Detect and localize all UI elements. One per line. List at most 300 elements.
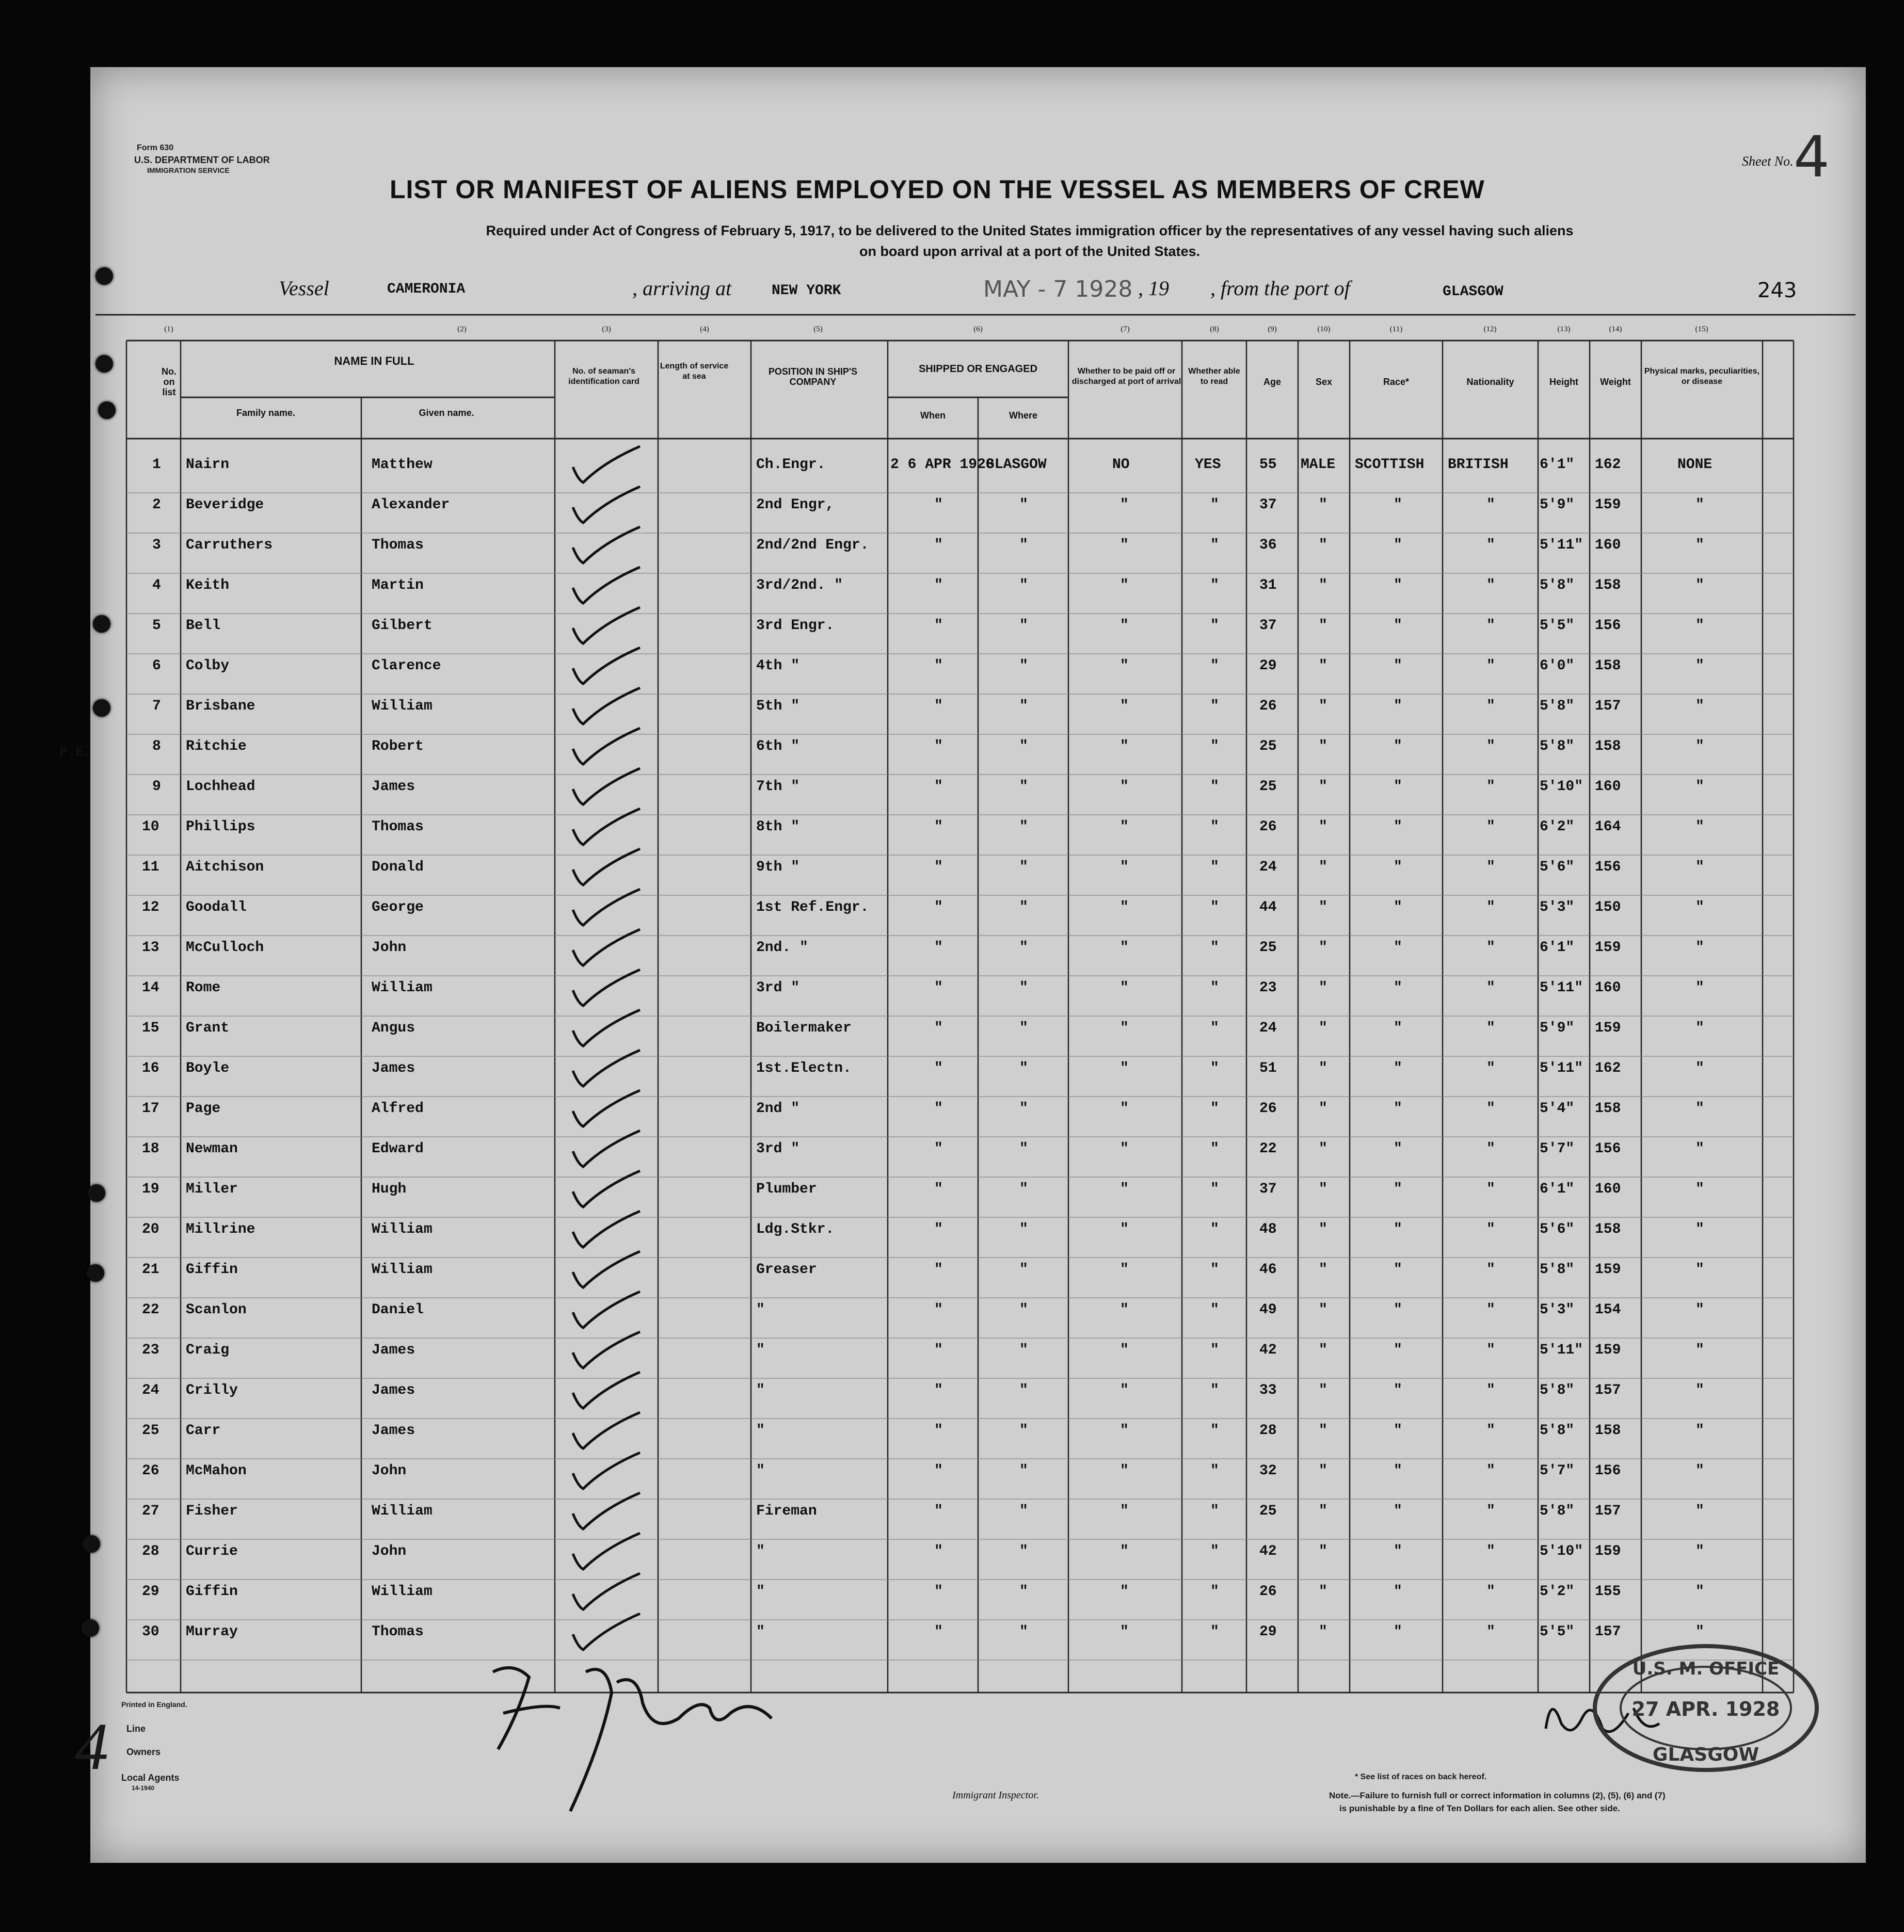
check-mark-icon bbox=[568, 967, 645, 1013]
position: 2nd " bbox=[756, 1101, 800, 1117]
row-number: 19 bbox=[142, 1181, 159, 1197]
col-age-header: Age bbox=[1263, 377, 1281, 387]
form-code: 14-1940 bbox=[132, 1784, 155, 1792]
physical-marks: " bbox=[1695, 1181, 1704, 1197]
age: 44 bbox=[1259, 899, 1277, 915]
weight: 155 bbox=[1595, 1584, 1621, 1600]
row-number: 12 bbox=[142, 899, 159, 915]
shipped-where: " bbox=[1019, 1584, 1028, 1600]
from-label: , from the port of bbox=[1210, 277, 1350, 300]
physical-marks: " bbox=[1695, 1060, 1704, 1076]
form-subtitle-2: on board upon arrival at a port of the United States. bbox=[859, 244, 1201, 259]
row-number: 22 bbox=[142, 1302, 159, 1318]
given-name: James bbox=[372, 1060, 415, 1076]
shipped-when: " bbox=[934, 1423, 943, 1439]
check-mark-icon bbox=[568, 1531, 645, 1577]
given-name: William bbox=[372, 1584, 433, 1600]
col-name-header: NAME IN FULL bbox=[334, 355, 414, 367]
race: " bbox=[1394, 1262, 1402, 1278]
given-name: Robert bbox=[372, 738, 424, 754]
shipped-where: " bbox=[1019, 899, 1028, 915]
check-mark-icon bbox=[568, 1289, 645, 1335]
nationality: " bbox=[1486, 819, 1495, 835]
position: Greaser bbox=[756, 1262, 817, 1278]
family-name: Colby bbox=[186, 658, 230, 674]
handwritten-page: 4 bbox=[75, 1710, 108, 1784]
given-name: James bbox=[372, 1423, 415, 1439]
paid-off: " bbox=[1120, 1543, 1129, 1559]
age: 25 bbox=[1259, 1503, 1277, 1519]
weight: 159 bbox=[1595, 1020, 1621, 1036]
age: 26 bbox=[1259, 698, 1277, 714]
row-number: 3 bbox=[152, 537, 161, 553]
given-name: John bbox=[372, 1463, 407, 1479]
able-to-read: YES bbox=[1195, 457, 1221, 473]
physical-marks: " bbox=[1695, 819, 1704, 835]
paid-off: " bbox=[1120, 1262, 1129, 1278]
shipped-when: " bbox=[934, 1503, 943, 1519]
shipped-where: " bbox=[1019, 1020, 1028, 1036]
check-mark-icon bbox=[568, 1209, 645, 1255]
weight: 162 bbox=[1595, 457, 1621, 473]
position: Ldg.Stkr. bbox=[756, 1221, 835, 1237]
paid-off: " bbox=[1120, 1141, 1129, 1157]
race: SCOTTISH bbox=[1355, 457, 1425, 473]
family-name: Lochhead bbox=[186, 779, 255, 795]
given-name: Clarence bbox=[372, 658, 441, 674]
form-subtitle-1: Required under Act of Congress of February 5, 1917, to be delivered to the United States immigration officer by the representatives of any vessel having such aliens bbox=[486, 223, 1574, 238]
weight: 157 bbox=[1595, 1624, 1621, 1640]
age: 29 bbox=[1259, 658, 1277, 674]
year-label: , 19 bbox=[1138, 277, 1169, 300]
col-family-header: Family name. bbox=[236, 408, 296, 418]
shipped-where: " bbox=[1019, 1262, 1028, 1278]
race: " bbox=[1394, 698, 1402, 714]
position: 6th " bbox=[756, 738, 800, 754]
row-number: 4 bbox=[152, 577, 161, 593]
nationality: " bbox=[1486, 1624, 1495, 1640]
family-name: Goodall bbox=[186, 899, 247, 915]
nationality: " bbox=[1486, 1503, 1495, 1519]
family-name: Miller bbox=[186, 1181, 238, 1197]
shipped-when: " bbox=[934, 1342, 943, 1358]
column-number: (1) bbox=[164, 325, 173, 333]
given-name: John bbox=[372, 1543, 407, 1559]
position: 7th " bbox=[756, 779, 800, 795]
physical-marks: " bbox=[1695, 658, 1704, 674]
sex: " bbox=[1319, 1302, 1327, 1318]
page-number: 243 bbox=[1757, 279, 1797, 302]
race: " bbox=[1394, 899, 1402, 915]
binder-hole bbox=[88, 1184, 105, 1202]
age: 37 bbox=[1259, 1181, 1277, 1197]
physical-marks: " bbox=[1695, 1141, 1704, 1157]
weight: 158 bbox=[1595, 1101, 1621, 1117]
weight: 158 bbox=[1595, 1423, 1621, 1439]
sex: " bbox=[1319, 779, 1327, 795]
column-number: (6) bbox=[973, 325, 983, 333]
paid-off: " bbox=[1120, 1181, 1129, 1197]
family-name: Beveridge bbox=[186, 497, 264, 513]
given-name: James bbox=[372, 1342, 415, 1358]
master-signature bbox=[483, 1641, 792, 1816]
physical-marks: NONE bbox=[1677, 457, 1713, 473]
column-number: (3) bbox=[602, 325, 611, 333]
given-name: William bbox=[372, 698, 433, 714]
family-name: Giffin bbox=[186, 1262, 238, 1278]
family-name: McMahon bbox=[186, 1463, 247, 1479]
check-mark-icon bbox=[568, 1450, 645, 1496]
fine-note-2: is punishable by a fine of Ten Dollars for each alien. See other side. bbox=[1339, 1804, 1620, 1813]
height: 5'9" bbox=[1540, 497, 1575, 513]
col-nationality-header: Nationality bbox=[1466, 377, 1514, 387]
shipped-when: " bbox=[934, 819, 943, 835]
height: 6'1" bbox=[1540, 1181, 1575, 1197]
shipped-where: GLASGOW bbox=[986, 457, 1047, 473]
arrival-date-stamp: MAY - 7 1928 bbox=[983, 276, 1133, 302]
paid-off: " bbox=[1120, 1302, 1129, 1318]
shipped-when: " bbox=[934, 1302, 943, 1318]
paid-off: " bbox=[1120, 537, 1129, 553]
age: 23 bbox=[1259, 980, 1277, 996]
height: 5'11" bbox=[1540, 1342, 1583, 1358]
sex: " bbox=[1319, 1624, 1327, 1640]
age: 31 bbox=[1259, 577, 1277, 593]
sex: " bbox=[1319, 819, 1327, 835]
check-mark-icon bbox=[568, 685, 645, 732]
nationality: " bbox=[1486, 1302, 1495, 1318]
shipped-where: " bbox=[1019, 738, 1028, 754]
col-position-header: POSITION IN SHIP'S COMPANY bbox=[768, 366, 858, 387]
family-name: Giffin bbox=[186, 1584, 238, 1600]
shipped-where: " bbox=[1019, 819, 1028, 835]
race: " bbox=[1394, 779, 1402, 795]
column-number: (14) bbox=[1609, 325, 1622, 333]
age: 49 bbox=[1259, 1302, 1277, 1318]
race: " bbox=[1394, 658, 1402, 674]
check-mark-icon bbox=[568, 806, 645, 852]
shipped-when: 2 6 APR 1928 bbox=[890, 457, 995, 473]
position: 3rd " bbox=[756, 980, 800, 996]
nationality: " bbox=[1486, 1543, 1495, 1559]
shipped-when: " bbox=[934, 658, 943, 674]
physical-marks: " bbox=[1695, 1020, 1704, 1036]
position: " bbox=[756, 1624, 765, 1640]
shipped-where: " bbox=[1019, 1382, 1028, 1398]
sex: " bbox=[1319, 618, 1327, 634]
shipped-when: " bbox=[934, 1101, 943, 1117]
position: 2nd Engr, bbox=[756, 497, 835, 513]
weight: 159 bbox=[1595, 1543, 1621, 1559]
race: " bbox=[1394, 1342, 1402, 1358]
shipped-when: " bbox=[934, 698, 943, 714]
height: 5'10" bbox=[1540, 1543, 1583, 1559]
height: 5'8" bbox=[1540, 1423, 1575, 1439]
race: " bbox=[1394, 1060, 1402, 1076]
position: 1st.Electn. bbox=[756, 1060, 852, 1076]
age: 51 bbox=[1259, 1060, 1277, 1076]
height: 5'4" bbox=[1540, 1101, 1575, 1117]
shipped-where: " bbox=[1019, 1101, 1028, 1117]
able-to-read: " bbox=[1210, 1382, 1219, 1398]
stamp-line-3: GLASGOW bbox=[1652, 1744, 1759, 1765]
given-name: Gilbert bbox=[372, 618, 433, 634]
weight: 158 bbox=[1595, 738, 1621, 754]
inspector-label: Immigrant Inspector. bbox=[952, 1790, 1039, 1801]
paid-off: " bbox=[1120, 1463, 1129, 1479]
height: 5'5" bbox=[1540, 618, 1575, 634]
row-number: 11 bbox=[142, 859, 159, 875]
position: Ch.Engr. bbox=[756, 457, 826, 473]
row-number: 18 bbox=[142, 1141, 159, 1157]
physical-marks: " bbox=[1695, 1543, 1704, 1559]
row-number: 15 bbox=[142, 1020, 159, 1036]
family-name: Scanlon bbox=[186, 1302, 247, 1318]
sex: " bbox=[1319, 738, 1327, 754]
shipped-where: " bbox=[1019, 497, 1028, 513]
row-number: 21 bbox=[142, 1262, 159, 1278]
nationality: " bbox=[1486, 537, 1495, 553]
paid-off: " bbox=[1120, 1060, 1129, 1076]
given-name: Thomas bbox=[372, 537, 424, 553]
physical-marks: " bbox=[1695, 577, 1704, 593]
family-name: Phillips bbox=[186, 819, 255, 835]
shipped-where: " bbox=[1019, 1423, 1028, 1439]
shipped-where: " bbox=[1019, 940, 1028, 956]
position: 3rd " bbox=[756, 1141, 800, 1157]
nationality: " bbox=[1486, 1342, 1495, 1358]
race: " bbox=[1394, 980, 1402, 996]
height: 5'11" bbox=[1540, 537, 1583, 553]
physical-marks: " bbox=[1695, 537, 1704, 553]
able-to-read: " bbox=[1210, 497, 1219, 513]
able-to-read: " bbox=[1210, 859, 1219, 875]
position: 4th " bbox=[756, 658, 800, 674]
family-name: Nairn bbox=[186, 457, 230, 473]
height: 6'0" bbox=[1540, 658, 1575, 674]
physical-marks: " bbox=[1695, 618, 1704, 634]
family-name: Crilly bbox=[186, 1382, 238, 1398]
race: " bbox=[1394, 940, 1402, 956]
shipped-when: " bbox=[934, 1020, 943, 1036]
given-name: James bbox=[372, 1382, 415, 1398]
age: 26 bbox=[1259, 1584, 1277, 1600]
nationality: " bbox=[1486, 940, 1495, 956]
form-number: Form 630 bbox=[137, 143, 174, 152]
family-name: Newman bbox=[186, 1141, 238, 1157]
check-mark-icon bbox=[568, 846, 645, 893]
col-no-header: No. on list bbox=[162, 366, 177, 397]
able-to-read: " bbox=[1210, 698, 1219, 714]
height: 5'8" bbox=[1540, 577, 1575, 593]
able-to-read: " bbox=[1210, 1020, 1219, 1036]
able-to-read: " bbox=[1210, 1423, 1219, 1439]
family-name: Boyle bbox=[186, 1060, 230, 1076]
weight: 160 bbox=[1595, 779, 1621, 795]
given-name: Edward bbox=[372, 1141, 424, 1157]
shipped-when: " bbox=[934, 1584, 943, 1600]
race: " bbox=[1394, 859, 1402, 875]
arrival-port: NEW YORK bbox=[772, 283, 841, 299]
check-mark-icon bbox=[568, 605, 645, 651]
sex: " bbox=[1319, 1463, 1327, 1479]
height: 5'3" bbox=[1540, 899, 1575, 915]
paid-off: " bbox=[1120, 738, 1129, 754]
check-mark-icon bbox=[568, 1410, 645, 1456]
weight: 160 bbox=[1595, 1181, 1621, 1197]
shipped-where: " bbox=[1019, 618, 1028, 634]
binder-hole bbox=[83, 1535, 100, 1553]
shipped-where: " bbox=[1019, 537, 1028, 553]
weight: 157 bbox=[1595, 1503, 1621, 1519]
nationality: " bbox=[1486, 618, 1495, 634]
age: 33 bbox=[1259, 1382, 1277, 1398]
family-name: McCulloch bbox=[186, 940, 264, 956]
sex: " bbox=[1319, 1181, 1327, 1197]
given-name: John bbox=[372, 940, 407, 956]
weight: 160 bbox=[1595, 537, 1621, 553]
able-to-read: " bbox=[1210, 1584, 1219, 1600]
physical-marks: " bbox=[1695, 1342, 1704, 1358]
position: 2nd/2nd Engr. bbox=[756, 537, 869, 553]
check-mark-icon bbox=[568, 1571, 645, 1617]
paid-off: " bbox=[1120, 1382, 1129, 1398]
shipped-where: " bbox=[1019, 1181, 1028, 1197]
nationality: " bbox=[1486, 497, 1495, 513]
family-name: Carruthers bbox=[186, 537, 273, 553]
sex: " bbox=[1319, 1503, 1327, 1519]
able-to-read: " bbox=[1210, 1302, 1219, 1318]
sex: " bbox=[1319, 497, 1327, 513]
sex: MALE bbox=[1301, 457, 1336, 473]
column-number: (12) bbox=[1483, 325, 1497, 333]
row-number: 25 bbox=[142, 1423, 159, 1439]
physical-marks: " bbox=[1695, 1463, 1704, 1479]
shipped-where: " bbox=[1019, 1503, 1028, 1519]
weight: 156 bbox=[1595, 1141, 1621, 1157]
race: " bbox=[1394, 819, 1402, 835]
race: " bbox=[1394, 1181, 1402, 1197]
shipped-where: " bbox=[1019, 658, 1028, 674]
check-mark-icon bbox=[568, 1048, 645, 1094]
row-number: 26 bbox=[142, 1463, 159, 1479]
check-mark-icon bbox=[568, 565, 645, 611]
sex: " bbox=[1319, 698, 1327, 714]
check-mark-icon bbox=[568, 726, 645, 772]
shipped-where: " bbox=[1019, 577, 1028, 593]
age: 48 bbox=[1259, 1221, 1277, 1237]
shipped-when: " bbox=[934, 738, 943, 754]
paid-off: " bbox=[1120, 859, 1129, 875]
binder-hole bbox=[95, 355, 113, 373]
nationality: " bbox=[1486, 899, 1495, 915]
row-number: 14 bbox=[142, 980, 159, 996]
age: 42 bbox=[1259, 1342, 1277, 1358]
shipped-where: " bbox=[1019, 1302, 1028, 1318]
able-to-read: " bbox=[1210, 980, 1219, 996]
weight: 159 bbox=[1595, 940, 1621, 956]
shipped-where: " bbox=[1019, 1342, 1028, 1358]
shipped-where: " bbox=[1019, 980, 1028, 996]
shipped-when: " bbox=[934, 1463, 943, 1479]
row-number: 2 bbox=[152, 497, 161, 513]
row-number: 5 bbox=[152, 618, 161, 634]
position: " bbox=[756, 1543, 765, 1559]
given-name: George bbox=[372, 899, 424, 915]
family-name: Keith bbox=[186, 577, 230, 593]
physical-marks: " bbox=[1695, 1503, 1704, 1519]
position: " bbox=[756, 1584, 765, 1600]
race: " bbox=[1394, 537, 1402, 553]
vessel-name: CAMERONIA bbox=[387, 281, 466, 297]
col-height-header: Height bbox=[1549, 377, 1578, 387]
able-to-read: " bbox=[1210, 819, 1219, 835]
shipped-where: " bbox=[1019, 859, 1028, 875]
binder-hole bbox=[82, 1619, 99, 1637]
race: " bbox=[1394, 1423, 1402, 1439]
shipped-when: " bbox=[934, 618, 943, 634]
nationality: " bbox=[1486, 1141, 1495, 1157]
owners-label: Owners bbox=[126, 1747, 161, 1757]
family-name: Bell bbox=[186, 618, 221, 634]
check-mark-icon bbox=[568, 927, 645, 973]
age: 24 bbox=[1259, 1020, 1277, 1036]
physical-marks: " bbox=[1695, 859, 1704, 875]
sex: " bbox=[1319, 1423, 1327, 1439]
paid-off: " bbox=[1120, 698, 1129, 714]
age: 36 bbox=[1259, 537, 1277, 553]
weight: 158 bbox=[1595, 1221, 1621, 1237]
column-number: (4) bbox=[700, 325, 709, 333]
nationality: " bbox=[1486, 1423, 1495, 1439]
race-note: * See list of races on back hereof. bbox=[1355, 1773, 1487, 1781]
family-name: Currie bbox=[186, 1543, 238, 1559]
row-number: 29 bbox=[142, 1584, 159, 1600]
check-mark-icon bbox=[568, 1249, 645, 1295]
weight: 158 bbox=[1595, 658, 1621, 674]
shipped-when: " bbox=[934, 980, 943, 996]
weight: 164 bbox=[1595, 819, 1621, 835]
height: 5'2" bbox=[1540, 1584, 1575, 1600]
shipped-when: " bbox=[934, 1382, 943, 1398]
weight: 162 bbox=[1595, 1060, 1621, 1076]
age: 55 bbox=[1259, 457, 1277, 473]
able-to-read: " bbox=[1210, 1463, 1219, 1479]
service: IMMIGRATION SERVICE bbox=[147, 166, 230, 174]
weight: 156 bbox=[1595, 618, 1621, 634]
col-marks-header: Physical marks, peculiarities, or disease bbox=[1644, 367, 1760, 386]
given-name: Martin bbox=[372, 577, 424, 593]
sex: " bbox=[1319, 1221, 1327, 1237]
col-service-header: Length of service at sea bbox=[660, 362, 729, 381]
paid-off: " bbox=[1120, 1624, 1129, 1640]
nationality: " bbox=[1486, 577, 1495, 593]
form-title: LIST OR MANIFEST OF ALIENS EMPLOYED ON THE VESSEL AS MEMBERS OF CREW bbox=[390, 175, 1485, 204]
row-number: 27 bbox=[142, 1503, 159, 1519]
shipped-when: " bbox=[934, 1221, 943, 1237]
age: 25 bbox=[1259, 940, 1277, 956]
position: 8th " bbox=[756, 819, 800, 835]
column-number: (7) bbox=[1121, 325, 1130, 333]
paid-off: " bbox=[1120, 1020, 1129, 1036]
age: 26 bbox=[1259, 1101, 1277, 1117]
family-name: Brisbane bbox=[186, 698, 255, 714]
row-number: 1 bbox=[152, 457, 161, 473]
weight: 150 bbox=[1595, 899, 1621, 915]
binder-hole bbox=[98, 401, 116, 419]
race: " bbox=[1394, 738, 1402, 754]
weight: 157 bbox=[1595, 1382, 1621, 1398]
